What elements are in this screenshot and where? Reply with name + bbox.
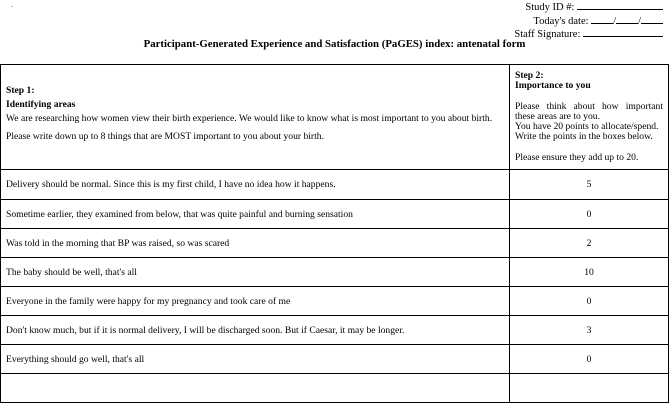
date-separator: / — [613, 15, 617, 27]
table-row — [1, 316, 669, 345]
item-points-cell[interactable] — [510, 374, 669, 403]
date-label: Today's date: — [533, 15, 589, 27]
item-points-cell[interactable]: 0 — [510, 345, 669, 374]
stray-mark: . — [11, 0, 13, 9]
form-meta-fields — [514, 0, 663, 41]
item-text-cell[interactable]: Was told in the morning that BP was raised, so was scared — [1, 229, 510, 258]
step2-points-note: You have 20 points to allocate/spend. — [515, 121, 659, 133]
date-separator: / — [638, 15, 641, 27]
study-id-row — [514, 0, 663, 14]
step1-cell — [1, 65, 510, 170]
step1-intro: We are researching how women view their birth experience. We would like to know what is most important to you about birth. — [6, 113, 493, 124]
table-row — [1, 170, 669, 200]
step2-cell — [510, 65, 669, 170]
date-year-field[interactable] — [641, 14, 663, 24]
signature-field[interactable] — [583, 27, 663, 37]
table-row — [1, 229, 669, 258]
pages-form-table — [0, 64, 669, 403]
table-row — [1, 345, 669, 374]
study-id-label: Study ID #: — [525, 2, 575, 13]
step2-intro: Please think about how important these areas are to you. — [515, 100, 663, 122]
step1-subheading: Identifying areas — [6, 99, 76, 110]
item-points-cell[interactable]: 3 — [510, 316, 669, 345]
item-points-cell[interactable]: 0 — [510, 200, 669, 229]
item-text-cell[interactable]: Sometime earlier, they examined from below, that was quite painful and burning sensation — [1, 200, 510, 229]
item-text-cell[interactable] — [1, 374, 510, 403]
item-text-cell[interactable]: Delivery should be normal. Since this is my first child, I have no idea how it happens. — [1, 170, 510, 200]
step2-heading: Step 2: — [515, 70, 544, 82]
table-row — [1, 258, 669, 287]
item-points-cell[interactable]: 2 — [510, 229, 669, 258]
step1-heading: Step 1: — [6, 85, 35, 96]
item-points-cell[interactable]: 0 — [510, 287, 669, 316]
date-month-field[interactable] — [616, 14, 638, 24]
step2-sum-note: Please ensure they add up to 20. — [515, 151, 639, 163]
item-text-cell[interactable]: Don't know much, but if it is normal delivery, I will be discharged soon. But if Caesar, it may be longer. — [1, 316, 510, 345]
step2-subheading: Importance to you — [515, 80, 591, 92]
item-text-cell[interactable]: Everyone in the family were happy for my pregnancy and took care of me — [1, 287, 510, 316]
table-row — [1, 287, 669, 316]
item-points-cell[interactable]: 10 — [510, 258, 669, 287]
date-row — [514, 14, 663, 28]
step1-instruction: Please write down up to 8 things that are MOST important to you about your birth. — [6, 131, 324, 142]
item-points-cell[interactable]: 5 — [510, 170, 669, 200]
table-row — [1, 374, 669, 403]
table-row — [1, 200, 669, 229]
form-title: Participant-Generated Experience and Satisfaction (PaGES) index: antenatal form — [143, 38, 526, 50]
study-id-field[interactable] — [577, 0, 663, 10]
item-text-cell[interactable]: The baby should be well, that's all — [1, 258, 510, 287]
instructions-row — [1, 65, 669, 170]
signature-label: Staff Signature: — [514, 29, 581, 41]
step2-instruction: Write the points in the boxes below. — [515, 131, 653, 143]
item-text-cell[interactable]: Everything should go well, that's all — [1, 345, 510, 374]
date-day-field[interactable] — [591, 14, 613, 24]
